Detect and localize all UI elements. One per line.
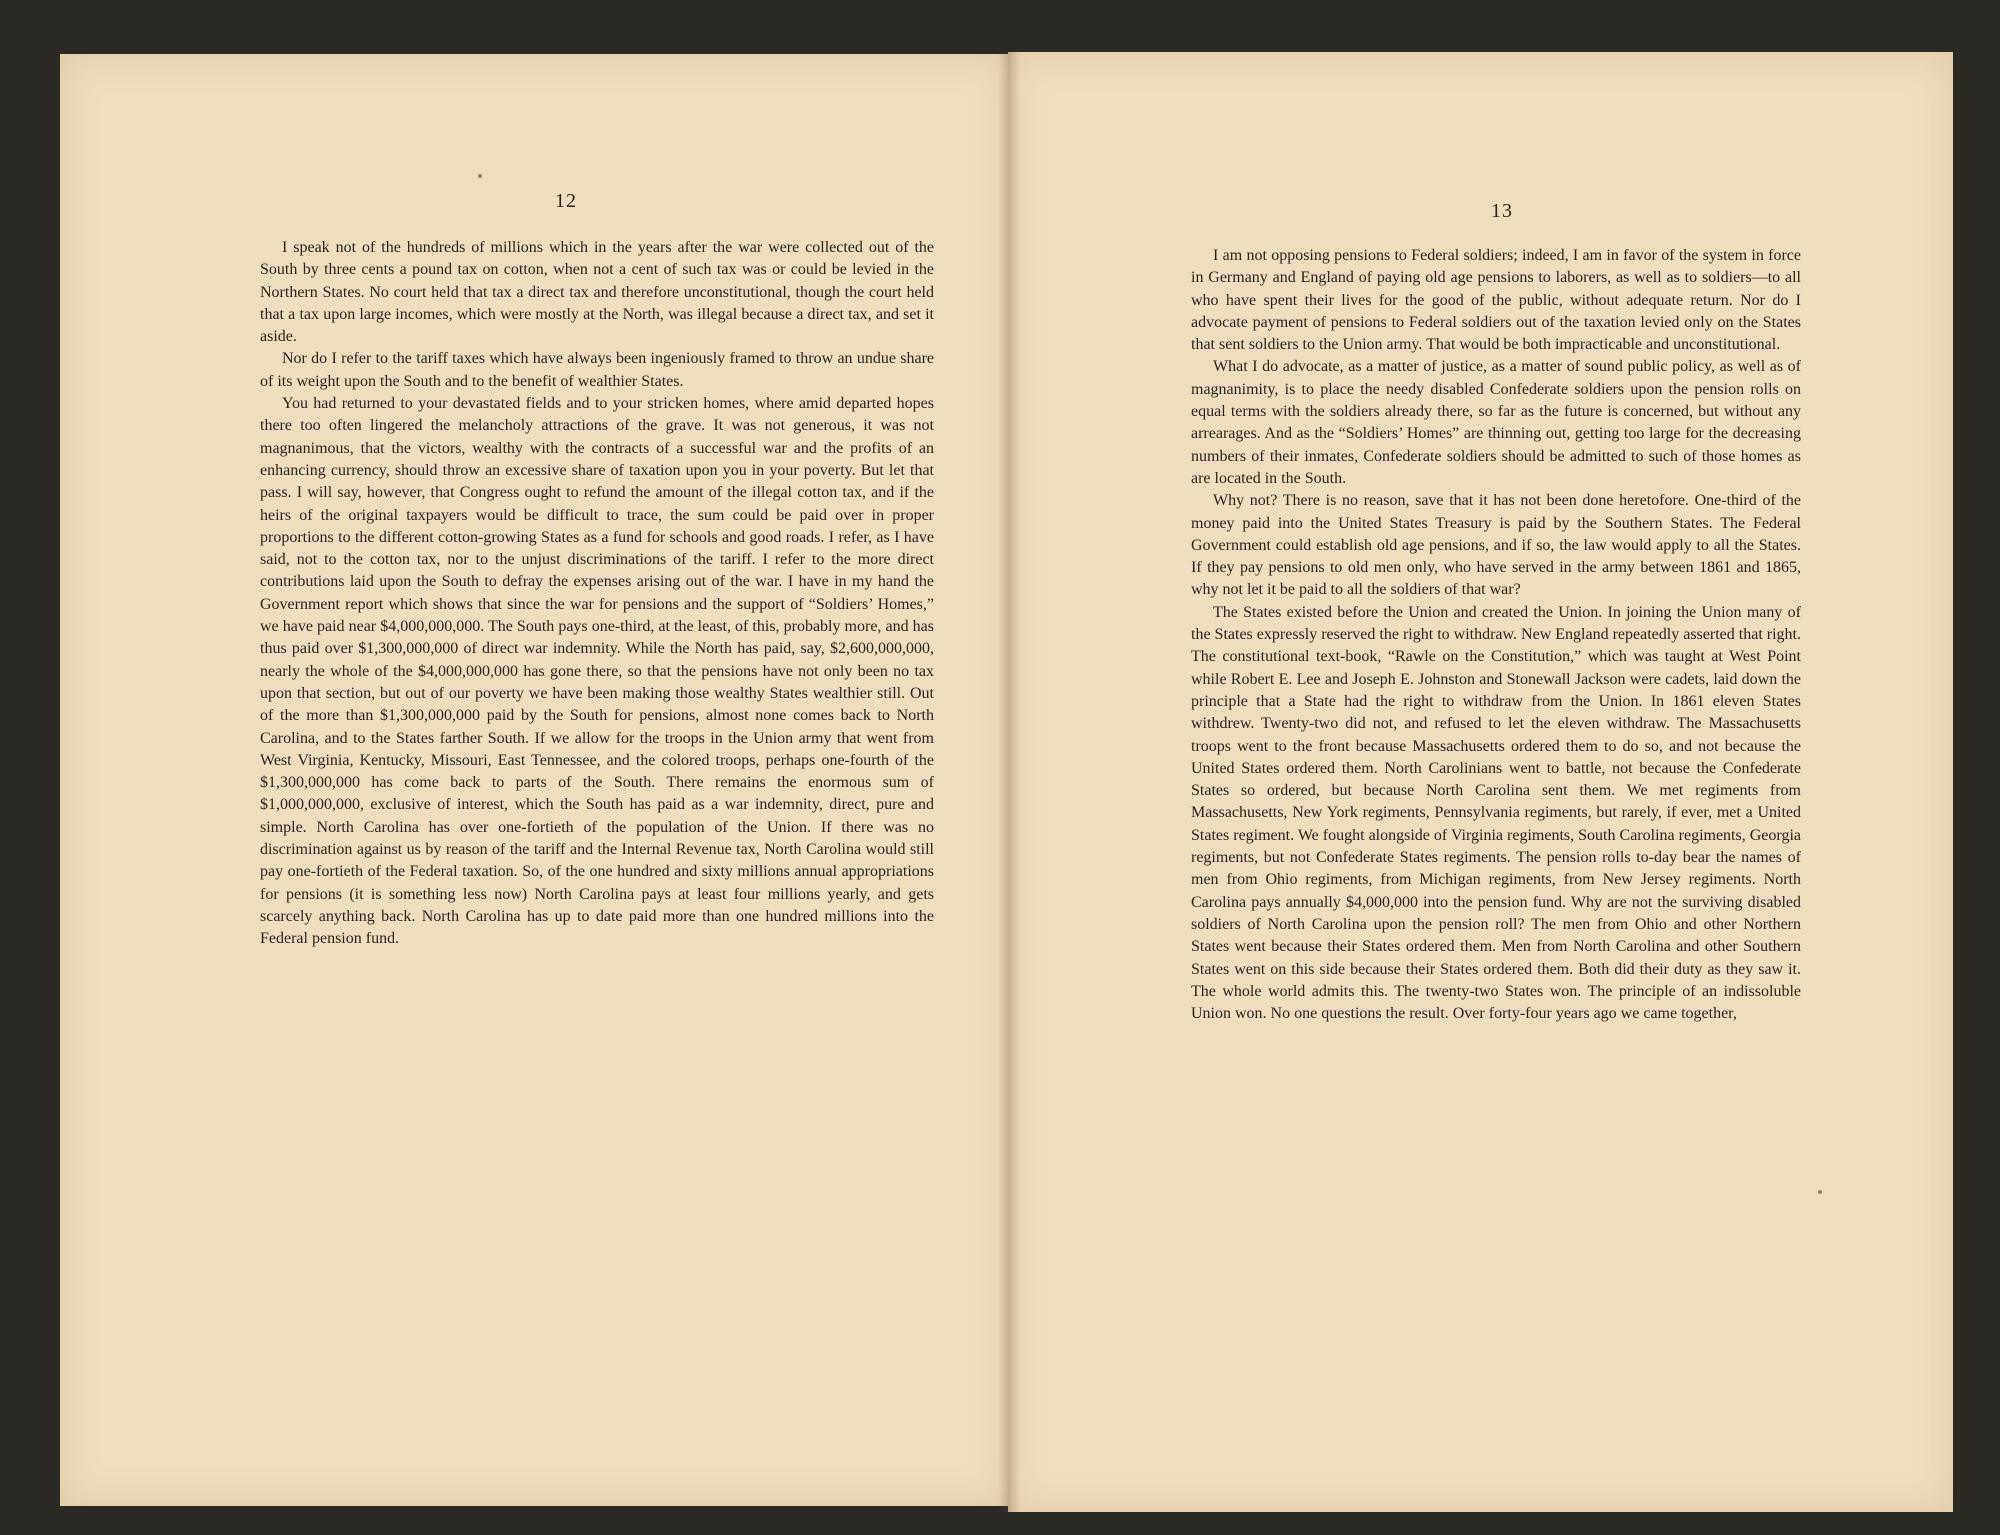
page-number: 13 [1491,200,1513,222]
right-page [1008,52,1953,1512]
paragraph: The States existed before the Union and created the Union. In joining the Union many of the States expressly reserved the right to withdraw. New England repeatedly asserted that right. The constitutional text-book, “Rawle on the Constitution,” which was taught at West Point while Robert E. Lee and Joseph E. Johnston and Stonewall Jackson were cadets, laid down the principle that a State had the right to withdraw from the Union. In 1861 eleven States withdrew. Twenty-two did not, and refused to let the eleven withdraw. The Massachusetts troops went to the front because Massachusetts ordered them to do so, and not because the United States ordered them. North Carolinians went to battle, not because the Confederate States so ordered, but because North Carolina sent them. We met regiments from Massachusetts, New York regiments, Pennsylvania regiments, but rarely, if ever, met a United States regiment. We fought alongside of Virginia regiments, South Carolina regiments, Georgia regiments, but not Confederate States regiments. The pension rolls to-day bear the names of men from Ohio regiments, from Michigan regiments, from New Jersey regiments. North Carolina pays annually $4,000,000 into the pension fund. Why are not the surviving disabled soldiers of North Carolina upon the pension roll? The men from Ohio and other Northern States went because their States ordered them. Men from North Carolina and other Southern States went on this side because their States ordered them. Both did their duty as they saw it. The whole world admits this. The twenty-two States won. The principle of an indissoluble Union won. No one questions the result. Over forty-four years ago we came together, [1191,603,1801,1023]
book-gutter [998,52,1020,1512]
page-text [260,237,934,951]
paragraph: Why not? There is no reason, save that it has not been done heretofore. One-third of the money paid into the United States Treasury is paid by the Southern States. The Federal Government could establish old age pensions, and if so, the law would apply to all the States. If they pay pensions to old men only, who have served in the army between 1861 and 1865, why not let it be paid to all the soldiers of that war? [1191,492,1801,599]
paper-speck [478,174,482,178]
paper-speck [1818,1190,1822,1194]
paragraph: I am not opposing pensions to Federal soldiers; indeed, I am in favor of the system in force in Germany and England of paying old age pensions to laborers, as well as to soldiers—to all who have spent their lives for the good of the public, without adequate return. Nor do I advocate payment of pensions to Federal soldiers out of the taxation levied only on the States that sent soldiers to the Union army. That would be both impracticable and unconstitutional. [1191,247,1801,354]
paragraph: I speak not of the hundreds of millions which in the years after the war were collected out of the South by three cents a pound tax on cotton, when not a cent of such tax was or could be levied in the Northern States. No court held that tax a direct tax and therefore unconstitutional, though the court held that a tax upon large incomes, which were mostly at the North, was illegal because a direct tax, and set it aside. [260,239,934,346]
book-spread [60,52,1953,1512]
paragraph: You had returned to your devastated fields and to your stricken homes, where amid departed hopes there too often lingered the melancholy attractions of the grave. It was not generous, it was not magnanimous, that the victors, wealthy with the contracts of a successful war and the profits of an enhancing currency, should throw an excessive share of taxation upon you in your poverty. But let that pass. I will say, however, that Congress ought to refund the amount of the illegal cotton tax, and if the heirs of the original taxpayers would be difficult to trace, the sum could be paid over in proper proportions to the different cotton-growing States as a fund for schools and good roads. I refer, as I have said, not to the cotton tax, nor to the unjust discriminations of the tariff. I refer to the more direct contributions laid upon the South to defray the expenses arising out of the war. I have in my hand the Government report which shows that since the war for pensions and the support of “Soldiers’ Homes,” we have paid near $4,000,000,000. The South pays one-third, at the least, of this, probably more, and has thus paid over $1,300,000,000 of direct war indemnity. While the North has paid, say, $2,600,000,000, nearly the whole of the $4,000,000,000 has gone there, so that the pensions have not only been no tax upon that section, but out of our poverty we have been making those wealthy States wealthier still. Out of the more than $1,300,000,000 paid by the South for pensions, almost none comes back to North Carolina, and to the States farther South. If we allow for the troops in the Union army that went from West Virginia, Kentucky, Missouri, East Tennessee, and the colored troops, perhaps one-fourth of the $1,300,000,000 has come back to parts of the South. There remains the enormous sum of $1,000,000,000, exclusive of interest, which the South has paid as a war indemnity, direct, pure and simple. North Carolina has over one-fortieth of the population of the Union. If there was no discrimination against us by reason of the tariff and the Internal Revenue tax, North Carolina would still pay one-fortieth of the Federal taxation. So, of the one hundred and sixty millions annual appropriations for pensions (it is something less now) North Carolina pays at least four millions yearly, and gets scarcely anything back. North Carolina has up to date paid more than one hundred millions into the Federal pension fund. [260,395,934,948]
paragraph: What I do advocate, as a matter of justice, as a matter of sound public policy, as well as of magnanimity, is to place the needy disabled Confederate soldiers upon the pension rolls on equal terms with the soldiers already there, so far as the future is concerned, but without any arrearages. And as the “Soldiers’ Homes” are thinning out, getting too large for the decreasing numbers of their inmates, Confederate soldiers should be admitted to such of those homes as are located in the South. [1191,358,1801,487]
paragraph: Nor do I refer to the tariff taxes which have always been ingeniously framed to throw an undue share of its weight upon the South and to the benefit of wealthier States. [260,350,934,390]
left-page [60,54,1008,1506]
page-text [1191,245,1801,1025]
page-number: 12 [555,190,577,212]
